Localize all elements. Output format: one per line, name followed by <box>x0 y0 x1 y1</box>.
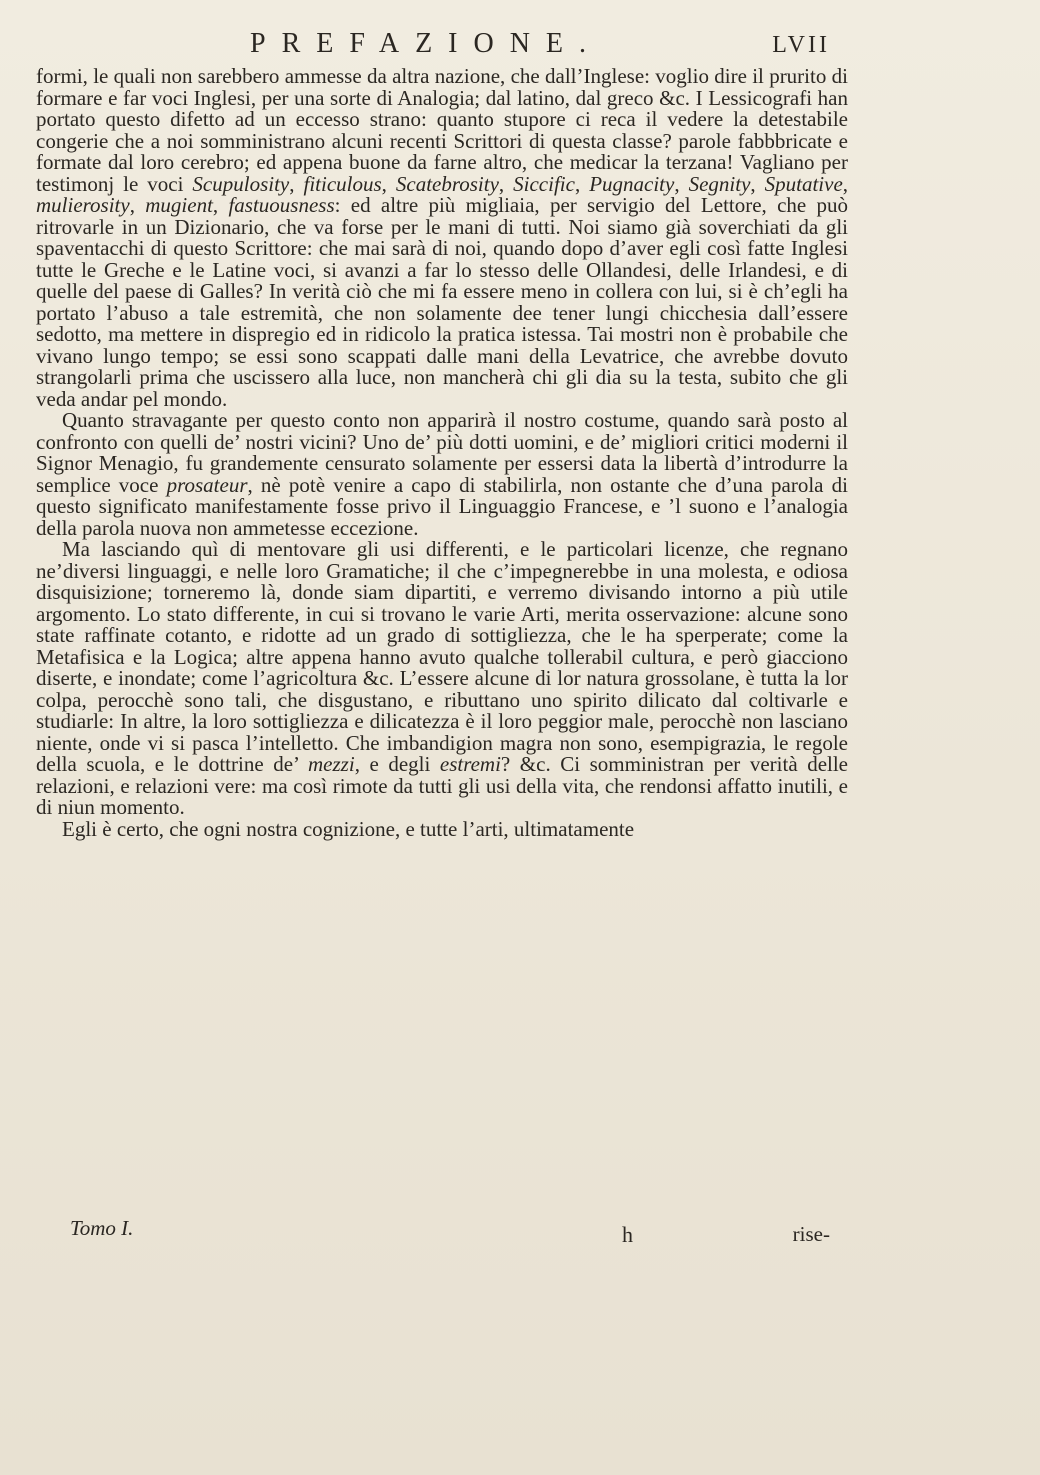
text-run: , <box>129 193 146 217</box>
running-title: PREFAZIONE. <box>250 28 603 59</box>
italic-term: Segnity <box>688 171 751 196</box>
text-run: Ma lasciando quì di mentovare gli usi differenti, e le particolari licenze, che regnano ne’diversi linguaggi, e nelle loro Gramatiche; il che c’impegnerebbe in una molesta, e odiosa disquisizione; torneremo là, donde siam dipartiti, e verremo divisando intorno a più utile argomento. Lo stato differente, in cui si trovano le varie Arti, merita osservazione: alcune sono state raffinate cotanto, e ridotte ad un grado di sottigliezza, che le ha sperperate; come la Metafisica e la Logica; altre appena hanno avuto qualche tollerabil cultura, e però giacciono diserte, e inondate; come l’agricoltura &c. L’essere alcune di lor natura grossolane, è tutta la lor colpa, perocchè sono tali, che disgustano, e ributtano uno spirito dilicato dal coltivarle e studiarle: In altre, la loro sottigliezza e dilicatezza è il loro peggior male, perocchè non lasciano niente, onde vi si pasca l’intelletto. Che imbandigion magra non sono, esempigrazia, le regole della scuola, e le dottrine de’ <box>36 537 848 776</box>
text-run: , <box>674 171 689 196</box>
text-run: ? &c. Ci somministran per verità delle relazioni, e relazioni vere: ma così rimote da tutti gli usi della vita, che rendonsi affatto inutili, e di niun momento. <box>36 752 848 819</box>
italic-term: mugient <box>145 193 213 217</box>
italic-term: mezzi <box>308 752 355 776</box>
paragraph <box>36 539 848 819</box>
text-run: : ed altre più migliaia, per servigio del Lettore, che può ritrovarle in un Dizionario, che va forse per le mani di tutti. Noi siamo già soverchiati da gli spaventacchi di questo Scrittore: che mai sarà di noi, quando dopo d’aver egli così fatte Inglesi tutte le Greche e le Latine voci, si avanzi a far lo stesso delle Ollandesi, delle Irlandesi, e di quelle del paese di Galles? In verità ciò che mi fa essere meno in collera con lui, si è ch’egli ha portato l’abuso a tale estremità, che non solamente dee tener lungi chicchesia dall’essere sedotto, ma mettere in dispregio ed in ridicolo la pratica istessa. Tai mostri non è probabile che vivano lungo tempo; se essi sono scappati dalle mani della Levatrice, che avrebbe dovuto strangolarli prima che uscissero alla luce, non mancherà chi gli dia su la testa, subito che gli veda andar pel mondo. <box>36 193 849 411</box>
paragraph <box>36 66 848 410</box>
text-run: , <box>842 171 849 196</box>
text-run: , <box>289 171 304 196</box>
text-run: , <box>498 171 514 196</box>
paragraph <box>36 816 848 841</box>
italic-term: Siccific <box>513 171 575 196</box>
page-number: LVII <box>772 32 830 58</box>
paragraph <box>36 410 848 539</box>
italic-term: Scatebrosity <box>395 171 499 196</box>
text-run: , e degli <box>354 752 440 776</box>
italic-term: fiticulous <box>303 171 382 196</box>
italic-term: fastuousness <box>228 193 335 217</box>
italic-term: Pugnacity <box>589 171 675 196</box>
text-run: Quanto stravagante per questo conto non apparirà il nostro costume, quando sarà posto al confronto con quelli de’ nostri vicini? Uno de’ più dotti uomini, e de’ migliori critici moderni il Signor Menagio, fu grandemente censurato solamente per essersi data la libertà d’introdurre la semplice voce <box>36 408 848 497</box>
catchword: rise- <box>792 1222 830 1246</box>
italic-term: estremi <box>439 752 501 776</box>
signature-mark: h <box>622 1222 633 1247</box>
italic-term: prosateur <box>166 472 248 497</box>
text-run: , <box>574 171 590 196</box>
italic-term: mulierosity <box>36 193 130 217</box>
italic-term: Scupulosity <box>192 171 290 196</box>
text-run: Egli è certo, che ogni nostra cognizione, e tutte l’arti, ultimatamente <box>62 816 635 841</box>
body-text <box>36 66 848 840</box>
text-run: , <box>212 193 229 217</box>
page-footer <box>70 1216 830 1256</box>
volume-label: Tomo I. <box>70 1216 134 1240</box>
text-run: , nè potè venire a capo di stabilirla, non ostante che d’una parola di questo significato manifestamente fosse privo il Linguaggio Francese, e ’l suono e l’analogia della parola nuova non ammetesse eccezione. <box>36 472 848 540</box>
text-run: , <box>750 171 765 196</box>
italic-term: Sputative <box>764 171 843 196</box>
text-run: formi, le quali non sarebbero ammesse da altra nazione, che dall’Inglese: voglio dire il prurito di formare e far voci Inglesi, per una sorte di Analogia; dal latino, dal greco &c. I Lessicografi han portato questo difetto ad un eccesso strano: quanto stupore ci reca il vedere la detestabile congerie che a noi somministrano alcuni recenti Scrittori di questa classe? parole fabbbricate e formate dal loro cerebro; ed appena buone da farne altro, che medicar la terzana! Vagliano per testimonj le voci <box>36 64 848 196</box>
page-header <box>250 28 830 68</box>
text-run: , <box>381 171 396 196</box>
